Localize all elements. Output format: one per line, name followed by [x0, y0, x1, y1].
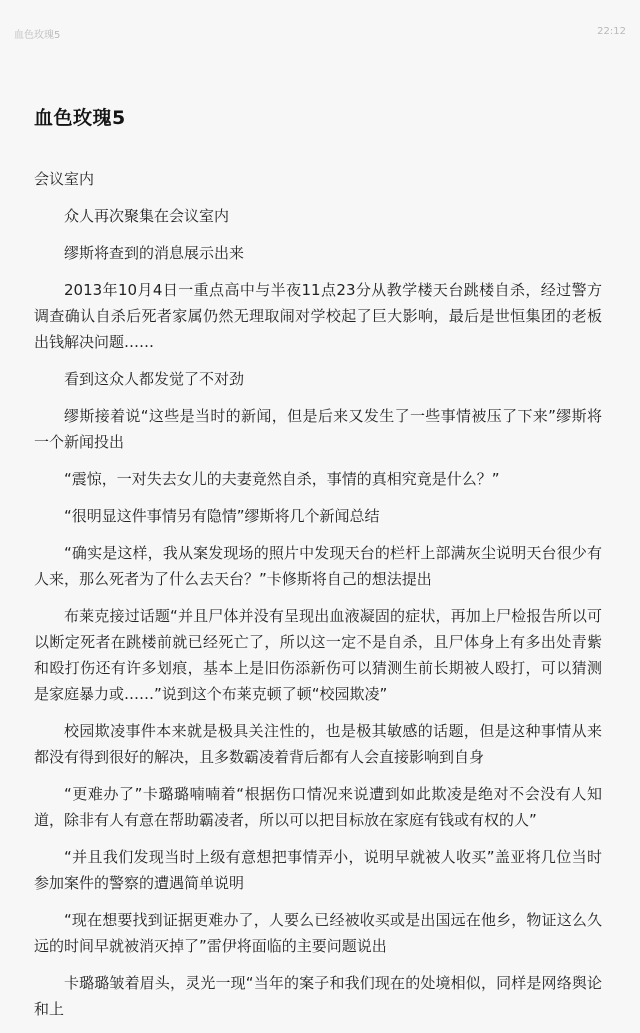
paragraph: 缪斯将查到的消息展示出来 [64, 244, 245, 262]
clock: 22:12 [597, 26, 626, 37]
book-title-label: 血色玫瑰5 [14, 30, 61, 41]
paragraph: “并且我们发现当时上级有意想把事情弄小，说明早就被人收买”盖亚将几位当时参加案件的警察的遭遇简单说明 [34, 848, 602, 892]
paragraph: 众人再次聚集在会议室内 [64, 207, 230, 225]
paragraph: 会议室内 [34, 170, 95, 188]
paragraph: “震惊，一对失去女儿的夫妻竟然自杀，事情的真相究竟是什么？” [64, 470, 500, 488]
paragraph: 布莱克接过话题“并且尸体并没有呈现出血液凝固的症状，再加上尸检报告所以可以断定死者在跳楼前就已经死亡了，所以这一定不是自杀，且尸体身上有多出处青紫和殴打伤还有许多划痕，基本上是旧伤添新伤可以猜测生前长期被人殴打，可以猜测是家庭暴力或……”说到这个布莱克顿了顿“校园欺凌” [34, 607, 602, 703]
chapter-title: 血色玫瑰5 [34, 107, 126, 129]
paragraph: 2013年10月4日一重点高中与半夜11点23分从教学楼天台跳楼自杀，经过警方调查确认自杀后死者家属仍然无理取闹对学校起了巨大影响，最后是世恒集团的老板出钱解决问题…… [34, 281, 602, 351]
paragraph: “现在想要找到证据更难办了，人要么已经被收买或是出国远在他乡，物证这么久远的时间早就被消灭掉了”雷伊将面临的主要问题说出 [34, 911, 602, 955]
paragraph: 校园欺凌事件本来就是极具关注性的，也是极其敏感的话题，但是这种事情从来都没有得到很好的解决，且多数霸凌着背后都有人会直接影响到自身 [34, 722, 602, 766]
paragraph: “很明显这件事情另有隐情”缪斯将几个新闻总结 [64, 507, 380, 525]
status-bar [0, 0, 640, 40]
paragraph: “更难办了”卡璐璐喃喃着“根据伤口情况来说遭到如此欺凌是绝对不会没有人知道，除非有人有意在帮助霸凌者，所以可以把目标放在家庭有钱或有权的人” [34, 785, 602, 829]
paragraph: 看到这众人都发觉了不对劲 [64, 370, 245, 388]
paragraph: 缪斯接着说“这些是当时的新闻，但是后来又发生了一些事情被压了下来”缪斯将一个新闻投出 [34, 407, 602, 451]
paragraph: “确实是这样，我从案发现场的照片中发现天台的栏杆上部满灰尘说明天台很少有人来，那么死者为了什么去天台？”卡修斯将自己的想法提出 [34, 544, 602, 588]
chapter-body [34, 166, 602, 1033]
paragraph: 卡璐璐皱着眉头，灵光一现“当年的案子和我们现在的处境相似，同样是网络舆论和上 [34, 974, 602, 1018]
